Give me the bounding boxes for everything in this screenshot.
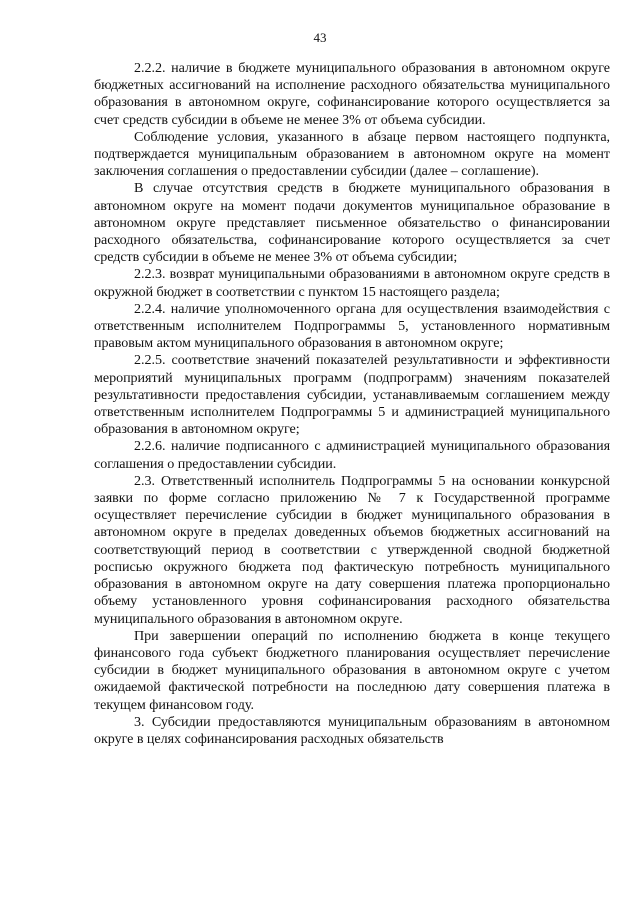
paragraph-2-2-4: 2.2.4. наличие уполномоченного органа для осуществления взаимодействия с ответственным исполнителем Подпрограммы 5, установленного нормативным правовым актом муниципального образования в автономном округе; <box>94 300 610 352</box>
paragraph-condition-confirmation: Соблюдение условия, указанного в абзаце первом настоящего подпункта, подтверждается муниципальным образованием в автономном округе на момент заключения соглашения о предоставлении субсидии (далее – соглашение). <box>94 128 610 180</box>
page-number: 43 <box>313 30 327 45</box>
paragraph-3: 3. Субсидии предоставляются муниципальным образованиям в автономном округе в целях софинансирования расходных обязательств <box>94 713 610 747</box>
paragraph-year-end: При завершении операций по исполнению бюджета в конце текущего финансового года субъект бюджетного планирования осуществляет перечисление субсидии в бюджет муниципального образования в автономном округе с учетом ожидаемой фактической потребности на последнюю дату совершения платежа в текущем финансовом году. <box>94 627 610 713</box>
paragraph-2-2-6: 2.2.6. наличие подписанного с администрацией муниципального образования соглашения о предоставлении субсидии. <box>94 438 610 472</box>
document-body <box>94 60 610 748</box>
paragraph-2-2-3: 2.2.3. возврат муниципальными образованиями в автономном округе средств в окружной бюджет в соответствии с пунктом 15 настоящего раздела; <box>94 266 610 300</box>
paragraph-2-2-5: 2.2.5. соответствие значений показателей результативности и эффективности мероприятий муниципальных программ (подпрограмм) значениям показателей результативности предоставления субсидии, устанавливаемым соглашением между ответственным исполнителем Подпрограммы 5 и администрацией муниципального образования в автономном округе; <box>94 352 610 438</box>
paragraph-2-2-2: 2.2.2. наличие в бюджете муниципального образования в автономном округе бюджетных ассигнований на исполнение расходного обязательства муниципального образования в автономном округе, софинансирование которого осуществляется за счет средств субсидии в объеме не менее 3% от объема субсидии. <box>94 60 610 128</box>
paragraph-absence-of-funds: В случае отсутствия средств в бюджете муниципального образования в автономном округе на момент подачи документов муниципальное образование в автономном округе представляет письменное обязательство о финансировании расходного обязательства, софинансирование которого осуществляется за счет средств субсидии в объеме не менее 3% от объема субсидии; <box>94 180 610 266</box>
paragraph-2-3: 2.3. Ответственный исполнитель Подпрограммы 5 на основании конкурсной заявки по форме согласно приложению № 7 к Государственной программе осуществляет перечисление субсидии в бюджет муниципального образования в автономном округе в пределах доведенных объемов бюджетных ассигнований на соответствующий период в соответствии с утвержденной сводной бюджетной росписью окружного бюджета под фактическую потребность муниципального образования в автономном округе на дату совершения платежа пропорционально объему установленного уровня софинансирования расходного обязательства муниципального образования в автономном округе. <box>94 472 610 627</box>
